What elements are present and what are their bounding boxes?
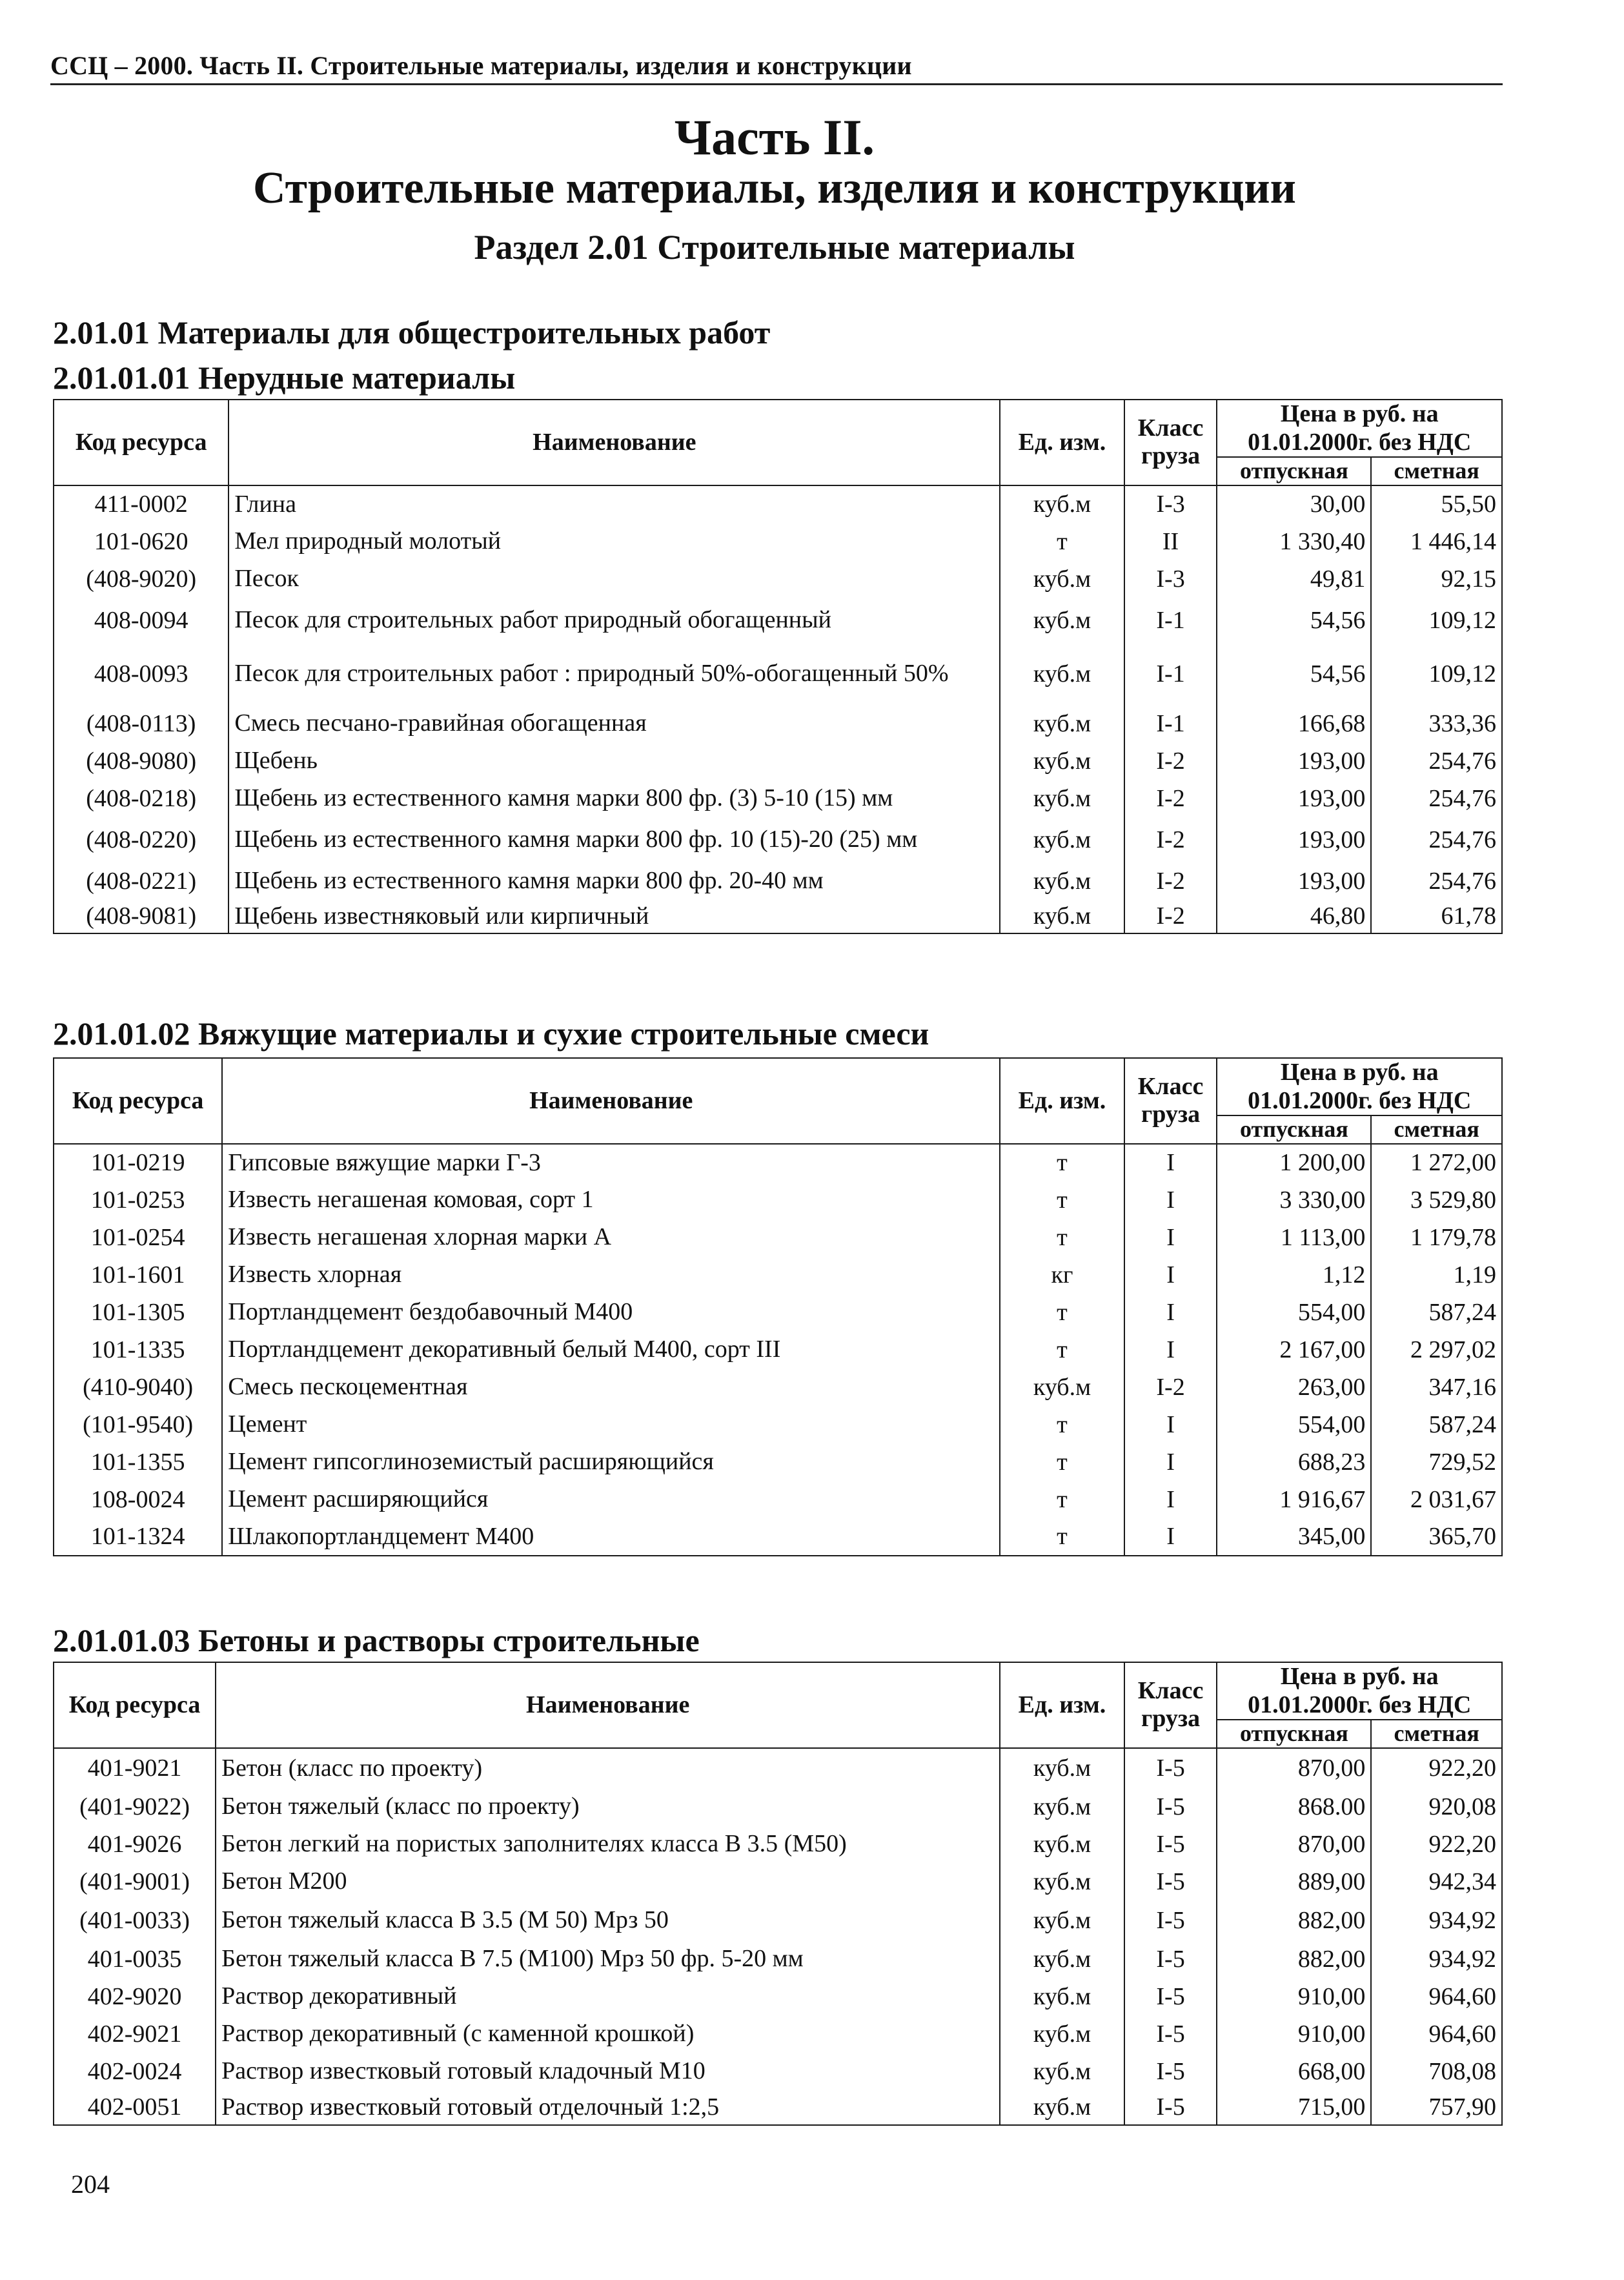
- unit-of-measure: кг: [1000, 1256, 1124, 1294]
- resource-code: 101-1601: [54, 1256, 222, 1294]
- table-row: [54, 900, 1502, 933]
- resource-code: 402-9021: [54, 2015, 216, 2053]
- table-row: [54, 817, 1502, 862]
- cargo-class: I: [1124, 1481, 1217, 1518]
- resource-code: (101-9540): [54, 1406, 222, 1443]
- resource-table-binders: [53, 1057, 1503, 1556]
- resource-code: 101-1305: [54, 1294, 222, 1331]
- cargo-class: I: [1124, 1294, 1217, 1331]
- table-row: [54, 1443, 1502, 1481]
- price-release: 54,56: [1217, 598, 1371, 643]
- price-release: 889,00: [1217, 1863, 1371, 1900]
- price-estimate: 2 297,02: [1371, 1331, 1502, 1369]
- cargo-class: I: [1124, 1219, 1217, 1256]
- table-row: [54, 1144, 1502, 1181]
- unit-of-measure: куб.м: [1000, 742, 1124, 780]
- price-release: 193,00: [1217, 780, 1371, 817]
- resource-code: 411-0002: [54, 485, 228, 523]
- resource-code: (401-0033): [54, 1900, 216, 1940]
- price-estimate: 55,50: [1371, 485, 1502, 523]
- cargo-class: I: [1124, 1443, 1217, 1481]
- resource-name: Раствор известковый готовый кладочный М10: [216, 2053, 1000, 2090]
- price-estimate: 109,12: [1371, 643, 1502, 705]
- price-release: 1 330,40: [1217, 523, 1371, 560]
- resource-name: Бетон тяжелый (класс по проекту): [216, 1788, 1000, 1826]
- table-heading-binders: 2.01.01.02 Вяжущие материалы и сухие строительные смеси: [53, 1015, 929, 1052]
- resource-code: 108-0024: [54, 1481, 222, 1518]
- cargo-class: I-5: [1124, 2053, 1217, 2090]
- price-release: 2 167,00: [1217, 1331, 1371, 1369]
- resource-name: Песок: [228, 560, 1000, 598]
- table-row: [54, 862, 1502, 900]
- price-release: 46,80: [1217, 900, 1371, 933]
- resource-name: Смесь пескоцементная: [222, 1369, 1000, 1406]
- unit-of-measure: т: [1000, 523, 1124, 560]
- resource-name: Щебень из естественного камня марки 800 фр. 20-40 мм: [228, 862, 1000, 900]
- unit-of-measure: т: [1000, 1406, 1124, 1443]
- resource-code: 408-0093: [54, 643, 228, 705]
- column-header-price-estimate: сметная: [1371, 1115, 1502, 1143]
- price-release: 554,00: [1217, 1294, 1371, 1331]
- resource-name: Глина: [228, 485, 1000, 523]
- unit-of-measure: куб.м: [1000, 1978, 1124, 2015]
- price-release: 882,00: [1217, 1900, 1371, 1940]
- table-row: [54, 780, 1502, 817]
- cargo-class: I-2: [1124, 817, 1217, 862]
- price-estimate: 922,20: [1371, 1826, 1502, 1863]
- table-row: [54, 1826, 1502, 1863]
- price-release: 688,23: [1217, 1443, 1371, 1481]
- table-row: [54, 1863, 1502, 1900]
- unit-of-measure: куб.м: [1000, 1863, 1124, 1900]
- table-row: [54, 1331, 1502, 1369]
- resource-code: 401-0035: [54, 1940, 216, 1978]
- price-release: 1 200,00: [1217, 1144, 1371, 1181]
- price-estimate: 942,34: [1371, 1863, 1502, 1900]
- column-header-price-release: отпускная: [1217, 1720, 1371, 1747]
- unit-of-measure: куб.м: [1000, 598, 1124, 643]
- group-heading: 2.01.01 Материалы для общестроительных работ: [53, 314, 771, 351]
- column-header-name: Наименование: [216, 1662, 1000, 1748]
- cargo-class: I-5: [1124, 1788, 1217, 1826]
- price-release: 668,00: [1217, 2053, 1371, 2090]
- price-release: 870,00: [1217, 1748, 1371, 1788]
- price-estimate: 3 529,80: [1371, 1181, 1502, 1219]
- resource-table-nonmetallic: [53, 399, 1503, 934]
- price-estimate: 254,76: [1371, 862, 1502, 900]
- cargo-class: I-5: [1124, 1863, 1217, 1900]
- price-release: 1 916,67: [1217, 1481, 1371, 1518]
- table-row: [54, 1219, 1502, 1256]
- unit-of-measure: т: [1000, 1518, 1124, 1556]
- resource-code: (408-9020): [54, 560, 228, 598]
- price-release: 345,00: [1217, 1518, 1371, 1556]
- cargo-class: I-2: [1124, 862, 1217, 900]
- price-estimate: 964,60: [1371, 2015, 1502, 2053]
- cargo-class: I-5: [1124, 1978, 1217, 2015]
- resource-name: Раствор известковый готовый отделочный 1:2,5: [216, 2090, 1000, 2125]
- resource-code: (408-0221): [54, 862, 228, 900]
- running-header: ССЦ – 2000. Часть II. Строительные материалы, изделия и конструкции: [50, 50, 1503, 85]
- price-estimate: 365,70: [1371, 1518, 1502, 1556]
- table-row: [54, 742, 1502, 780]
- price-release: 882,00: [1217, 1940, 1371, 1978]
- unit-of-measure: т: [1000, 1481, 1124, 1518]
- resource-name: Песок для строительных работ природный обогащенный: [228, 598, 1000, 643]
- price-estimate: 934,92: [1371, 1940, 1502, 1978]
- resource-name: Известь негашеная комовая, сорт 1: [222, 1181, 1000, 1219]
- price-release: 193,00: [1217, 742, 1371, 780]
- cargo-class: I: [1124, 1256, 1217, 1294]
- resource-code: 101-1335: [54, 1331, 222, 1369]
- table-row: [54, 1748, 1502, 1788]
- unit-of-measure: куб.м: [1000, 1748, 1124, 1788]
- resource-code: 402-0051: [54, 2090, 216, 2125]
- resource-code: 402-9020: [54, 1978, 216, 2015]
- price-estimate: 708,08: [1371, 2053, 1502, 2090]
- price-estimate: 1 272,00: [1371, 1144, 1502, 1181]
- column-header-code: Код ресурса: [54, 1662, 216, 1748]
- price-release: 910,00: [1217, 2015, 1371, 2053]
- table-row: [54, 560, 1502, 598]
- resource-name: Гипсовые вяжущие марки Г-3: [222, 1144, 1000, 1181]
- cargo-class: I-5: [1124, 1940, 1217, 1978]
- price-release: 1,12: [1217, 1256, 1371, 1294]
- price-release: 49,81: [1217, 560, 1371, 598]
- cargo-class: I: [1124, 1331, 1217, 1369]
- cargo-class: I: [1124, 1181, 1217, 1219]
- resource-code: 401-9026: [54, 1826, 216, 1863]
- resource-name: Цемент: [222, 1406, 1000, 1443]
- cargo-class: I-3: [1124, 560, 1217, 598]
- table-row: [54, 2053, 1502, 2090]
- cargo-class: I-3: [1124, 485, 1217, 523]
- price-estimate: 2 031,67: [1371, 1481, 1502, 1518]
- unit-of-measure: т: [1000, 1181, 1124, 1219]
- price-estimate: 922,20: [1371, 1748, 1502, 1788]
- resource-name: Цемент гипсоглиноземистый расширяющийся: [222, 1443, 1000, 1481]
- unit-of-measure: куб.м: [1000, 560, 1124, 598]
- table-heading-nonmetallic: 2.01.01.01 Нерудные материалы: [53, 360, 516, 396]
- resource-code: 101-0219: [54, 1144, 222, 1181]
- price-estimate: 92,15: [1371, 560, 1502, 598]
- resource-name: Портландцемент декоративный белый М400, сорт III: [222, 1331, 1000, 1369]
- table-row: [54, 598, 1502, 643]
- resource-name: Бетон М200: [216, 1863, 1000, 1900]
- table-row: [54, 1900, 1502, 1940]
- column-header-price: Цена в руб. на 01.01.2000г. без НДС: [1217, 400, 1502, 457]
- column-header-class: Класс груза: [1124, 1662, 1217, 1748]
- unit-of-measure: куб.м: [1000, 2053, 1124, 2090]
- unit-of-measure: куб.м: [1000, 643, 1124, 705]
- table-row: [54, 1940, 1502, 1978]
- column-header-unit: Ед. изм.: [1000, 400, 1124, 485]
- cargo-class: I: [1124, 1144, 1217, 1181]
- unit-of-measure: куб.м: [1000, 1369, 1124, 1406]
- cargo-class: I: [1124, 1406, 1217, 1443]
- cargo-class: I-5: [1124, 2090, 1217, 2125]
- unit-of-measure: куб.м: [1000, 2015, 1124, 2053]
- price-estimate: 757,90: [1371, 2090, 1502, 2125]
- cargo-class: I-1: [1124, 598, 1217, 643]
- column-header-name: Наименование: [222, 1058, 1000, 1144]
- table-row: [54, 485, 1502, 523]
- resource-name: Шлакопортландцемент М400: [222, 1518, 1000, 1556]
- price-estimate: 347,16: [1371, 1369, 1502, 1406]
- price-estimate: 1 179,78: [1371, 1219, 1502, 1256]
- resource-name: Щебень: [228, 742, 1000, 780]
- resource-code: (408-0218): [54, 780, 228, 817]
- table-heading-concrete: 2.01.01.03 Бетоны и растворы строительные: [53, 1622, 700, 1658]
- unit-of-measure: т: [1000, 1219, 1124, 1256]
- table-row: [54, 1978, 1502, 2015]
- part-title: Часть II.: [674, 109, 875, 165]
- price-release: 870,00: [1217, 1826, 1371, 1863]
- resource-code: (401-9022): [54, 1788, 216, 1826]
- column-header-class: Класс груза: [1124, 1058, 1217, 1144]
- resource-name: Раствор декоративный (с каменной крошкой): [216, 2015, 1000, 2053]
- column-header-code: Код ресурса: [54, 1058, 222, 1144]
- table-row: [54, 2090, 1502, 2125]
- table-row: [54, 1256, 1502, 1294]
- cargo-class: I-2: [1124, 780, 1217, 817]
- price-release: 910,00: [1217, 1978, 1371, 2015]
- resource-code: 401-9021: [54, 1748, 216, 1788]
- page-number: 204: [71, 2170, 110, 2199]
- resource-name: Известь негашеная хлорная марки А: [222, 1219, 1000, 1256]
- resource-name: Щебень из естественного камня марки 800 фр. 10 (15)-20 (25) мм: [228, 817, 1000, 862]
- cargo-class: I-2: [1124, 1369, 1217, 1406]
- column-header-unit: Ед. изм.: [1000, 1058, 1124, 1144]
- price-estimate: 1 446,14: [1371, 523, 1502, 560]
- table-row: [54, 1406, 1502, 1443]
- resource-name: Смесь песчано-гравийная обогащенная: [228, 705, 1000, 742]
- table-row: [54, 523, 1502, 560]
- resource-name: Раствор декоративный: [216, 1978, 1000, 2015]
- price-estimate: 254,76: [1371, 780, 1502, 817]
- column-header-price-estimate: сметная: [1371, 457, 1502, 485]
- price-estimate: 964,60: [1371, 1978, 1502, 2015]
- column-header-price-release: отпускная: [1217, 1115, 1371, 1143]
- price-estimate: 934,92: [1371, 1900, 1502, 1940]
- price-release: 263,00: [1217, 1369, 1371, 1406]
- resource-name: Щебень известняковый или кирпичный: [228, 900, 1000, 933]
- resource-code: 101-0253: [54, 1181, 222, 1219]
- resource-code: 101-0620: [54, 523, 228, 560]
- price-estimate: 254,76: [1371, 742, 1502, 780]
- column-header-code: Код ресурса: [54, 400, 228, 485]
- price-estimate: 920,08: [1371, 1788, 1502, 1826]
- price-estimate: 61,78: [1371, 900, 1502, 933]
- table-row: [54, 643, 1502, 705]
- resource-code: (408-9080): [54, 742, 228, 780]
- table-row: [54, 1181, 1502, 1219]
- resource-code: (408-9081): [54, 900, 228, 933]
- price-release: 30,00: [1217, 485, 1371, 523]
- unit-of-measure: куб.м: [1000, 1900, 1124, 1940]
- price-release: 715,00: [1217, 2090, 1371, 2125]
- unit-of-measure: куб.м: [1000, 2090, 1124, 2125]
- resource-code: (408-0220): [54, 817, 228, 862]
- resource-name: Щебень из естественного камня марки 800 фр. (3) 5-10 (15) мм: [228, 780, 1000, 817]
- column-header-price-release: отпускная: [1217, 457, 1371, 485]
- section-title: Раздел 2.01 Строительные материалы: [474, 228, 1075, 267]
- resource-name: Портландцемент бездобавочный М400: [222, 1294, 1000, 1331]
- resource-code: (410-9040): [54, 1369, 222, 1406]
- price-release: 193,00: [1217, 817, 1371, 862]
- table-row: [54, 1481, 1502, 1518]
- resource-name: Цемент расширяющийся: [222, 1481, 1000, 1518]
- cargo-class: I-2: [1124, 742, 1217, 780]
- resource-code: 101-1355: [54, 1443, 222, 1481]
- resource-name: Бетон тяжелый класса В 3.5 (М 50) Мрз 50: [216, 1900, 1000, 1940]
- unit-of-measure: куб.м: [1000, 780, 1124, 817]
- cargo-class: I-5: [1124, 1900, 1217, 1940]
- column-header-class: Класс груза: [1124, 400, 1217, 485]
- unit-of-measure: куб.м: [1000, 1826, 1124, 1863]
- cargo-class: I-5: [1124, 1748, 1217, 1788]
- unit-of-measure: т: [1000, 1144, 1124, 1181]
- cargo-class: I-5: [1124, 2015, 1217, 2053]
- cargo-class: II: [1124, 523, 1217, 560]
- resource-code: 408-0094: [54, 598, 228, 643]
- price-estimate: 333,36: [1371, 705, 1502, 742]
- column-header-price-estimate: сметная: [1371, 1720, 1502, 1747]
- resource-name: Мел природный молотый: [228, 523, 1000, 560]
- resource-code: 101-1324: [54, 1518, 222, 1556]
- resource-code: (408-0113): [54, 705, 228, 742]
- resource-code: 402-0024: [54, 2053, 216, 2090]
- price-release: 193,00: [1217, 862, 1371, 900]
- price-estimate: 1,19: [1371, 1256, 1502, 1294]
- unit-of-measure: т: [1000, 1331, 1124, 1369]
- price-release: 1 113,00: [1217, 1219, 1371, 1256]
- resource-table-concrete: [53, 1662, 1503, 2126]
- table-row: [54, 2015, 1502, 2053]
- price-release: 554,00: [1217, 1406, 1371, 1443]
- table-row: [54, 1518, 1502, 1556]
- column-header-unit: Ед. изм.: [1000, 1662, 1124, 1748]
- price-estimate: 587,24: [1371, 1406, 1502, 1443]
- price-release: 3 330,00: [1217, 1181, 1371, 1219]
- unit-of-measure: т: [1000, 1443, 1124, 1481]
- table-row: [54, 1294, 1502, 1331]
- part-main-title: Строительные материалы, изделия и конструкции: [253, 163, 1296, 213]
- resource-name: Бетон тяжелый класса В 7.5 (М100) Мрз 50 фр. 5-20 мм: [216, 1940, 1000, 1978]
- table-row: [54, 705, 1502, 742]
- price-estimate: 254,76: [1371, 817, 1502, 862]
- unit-of-measure: куб.м: [1000, 705, 1124, 742]
- price-estimate: 109,12: [1371, 598, 1502, 643]
- cargo-class: I-5: [1124, 1826, 1217, 1863]
- unit-of-measure: куб.м: [1000, 900, 1124, 933]
- unit-of-measure: куб.м: [1000, 817, 1124, 862]
- unit-of-measure: куб.м: [1000, 1940, 1124, 1978]
- price-release: 54,56: [1217, 643, 1371, 705]
- resource-code: 101-0254: [54, 1219, 222, 1256]
- unit-of-measure: куб.м: [1000, 485, 1124, 523]
- resource-code: (401-9001): [54, 1863, 216, 1900]
- column-header-price: Цена в руб. на 01.01.2000г. без НДС: [1217, 1662, 1502, 1720]
- resource-name: Известь хлорная: [222, 1256, 1000, 1294]
- unit-of-measure: куб.м: [1000, 862, 1124, 900]
- resource-name: Бетон (класс по проекту): [216, 1748, 1000, 1788]
- cargo-class: I-1: [1124, 643, 1217, 705]
- unit-of-measure: т: [1000, 1294, 1124, 1331]
- cargo-class: I: [1124, 1518, 1217, 1556]
- resource-name: Песок для строительных работ : природный 50%-обогащенный 50%: [228, 643, 1000, 705]
- price-release: 868.00: [1217, 1788, 1371, 1826]
- price-estimate: 587,24: [1371, 1294, 1502, 1331]
- column-header-price: Цена в руб. на 01.01.2000г. без НДС: [1217, 1058, 1502, 1115]
- table-row: [54, 1369, 1502, 1406]
- column-header-name: Наименование: [228, 400, 1000, 485]
- price-estimate: 729,52: [1371, 1443, 1502, 1481]
- price-release: 166,68: [1217, 705, 1371, 742]
- cargo-class: I-1: [1124, 705, 1217, 742]
- unit-of-measure: куб.м: [1000, 1788, 1124, 1826]
- cargo-class: I-2: [1124, 900, 1217, 933]
- table-row: [54, 1788, 1502, 1826]
- resource-name: Бетон легкий на пористых заполнителях класса В 3.5 (М50): [216, 1826, 1000, 1863]
